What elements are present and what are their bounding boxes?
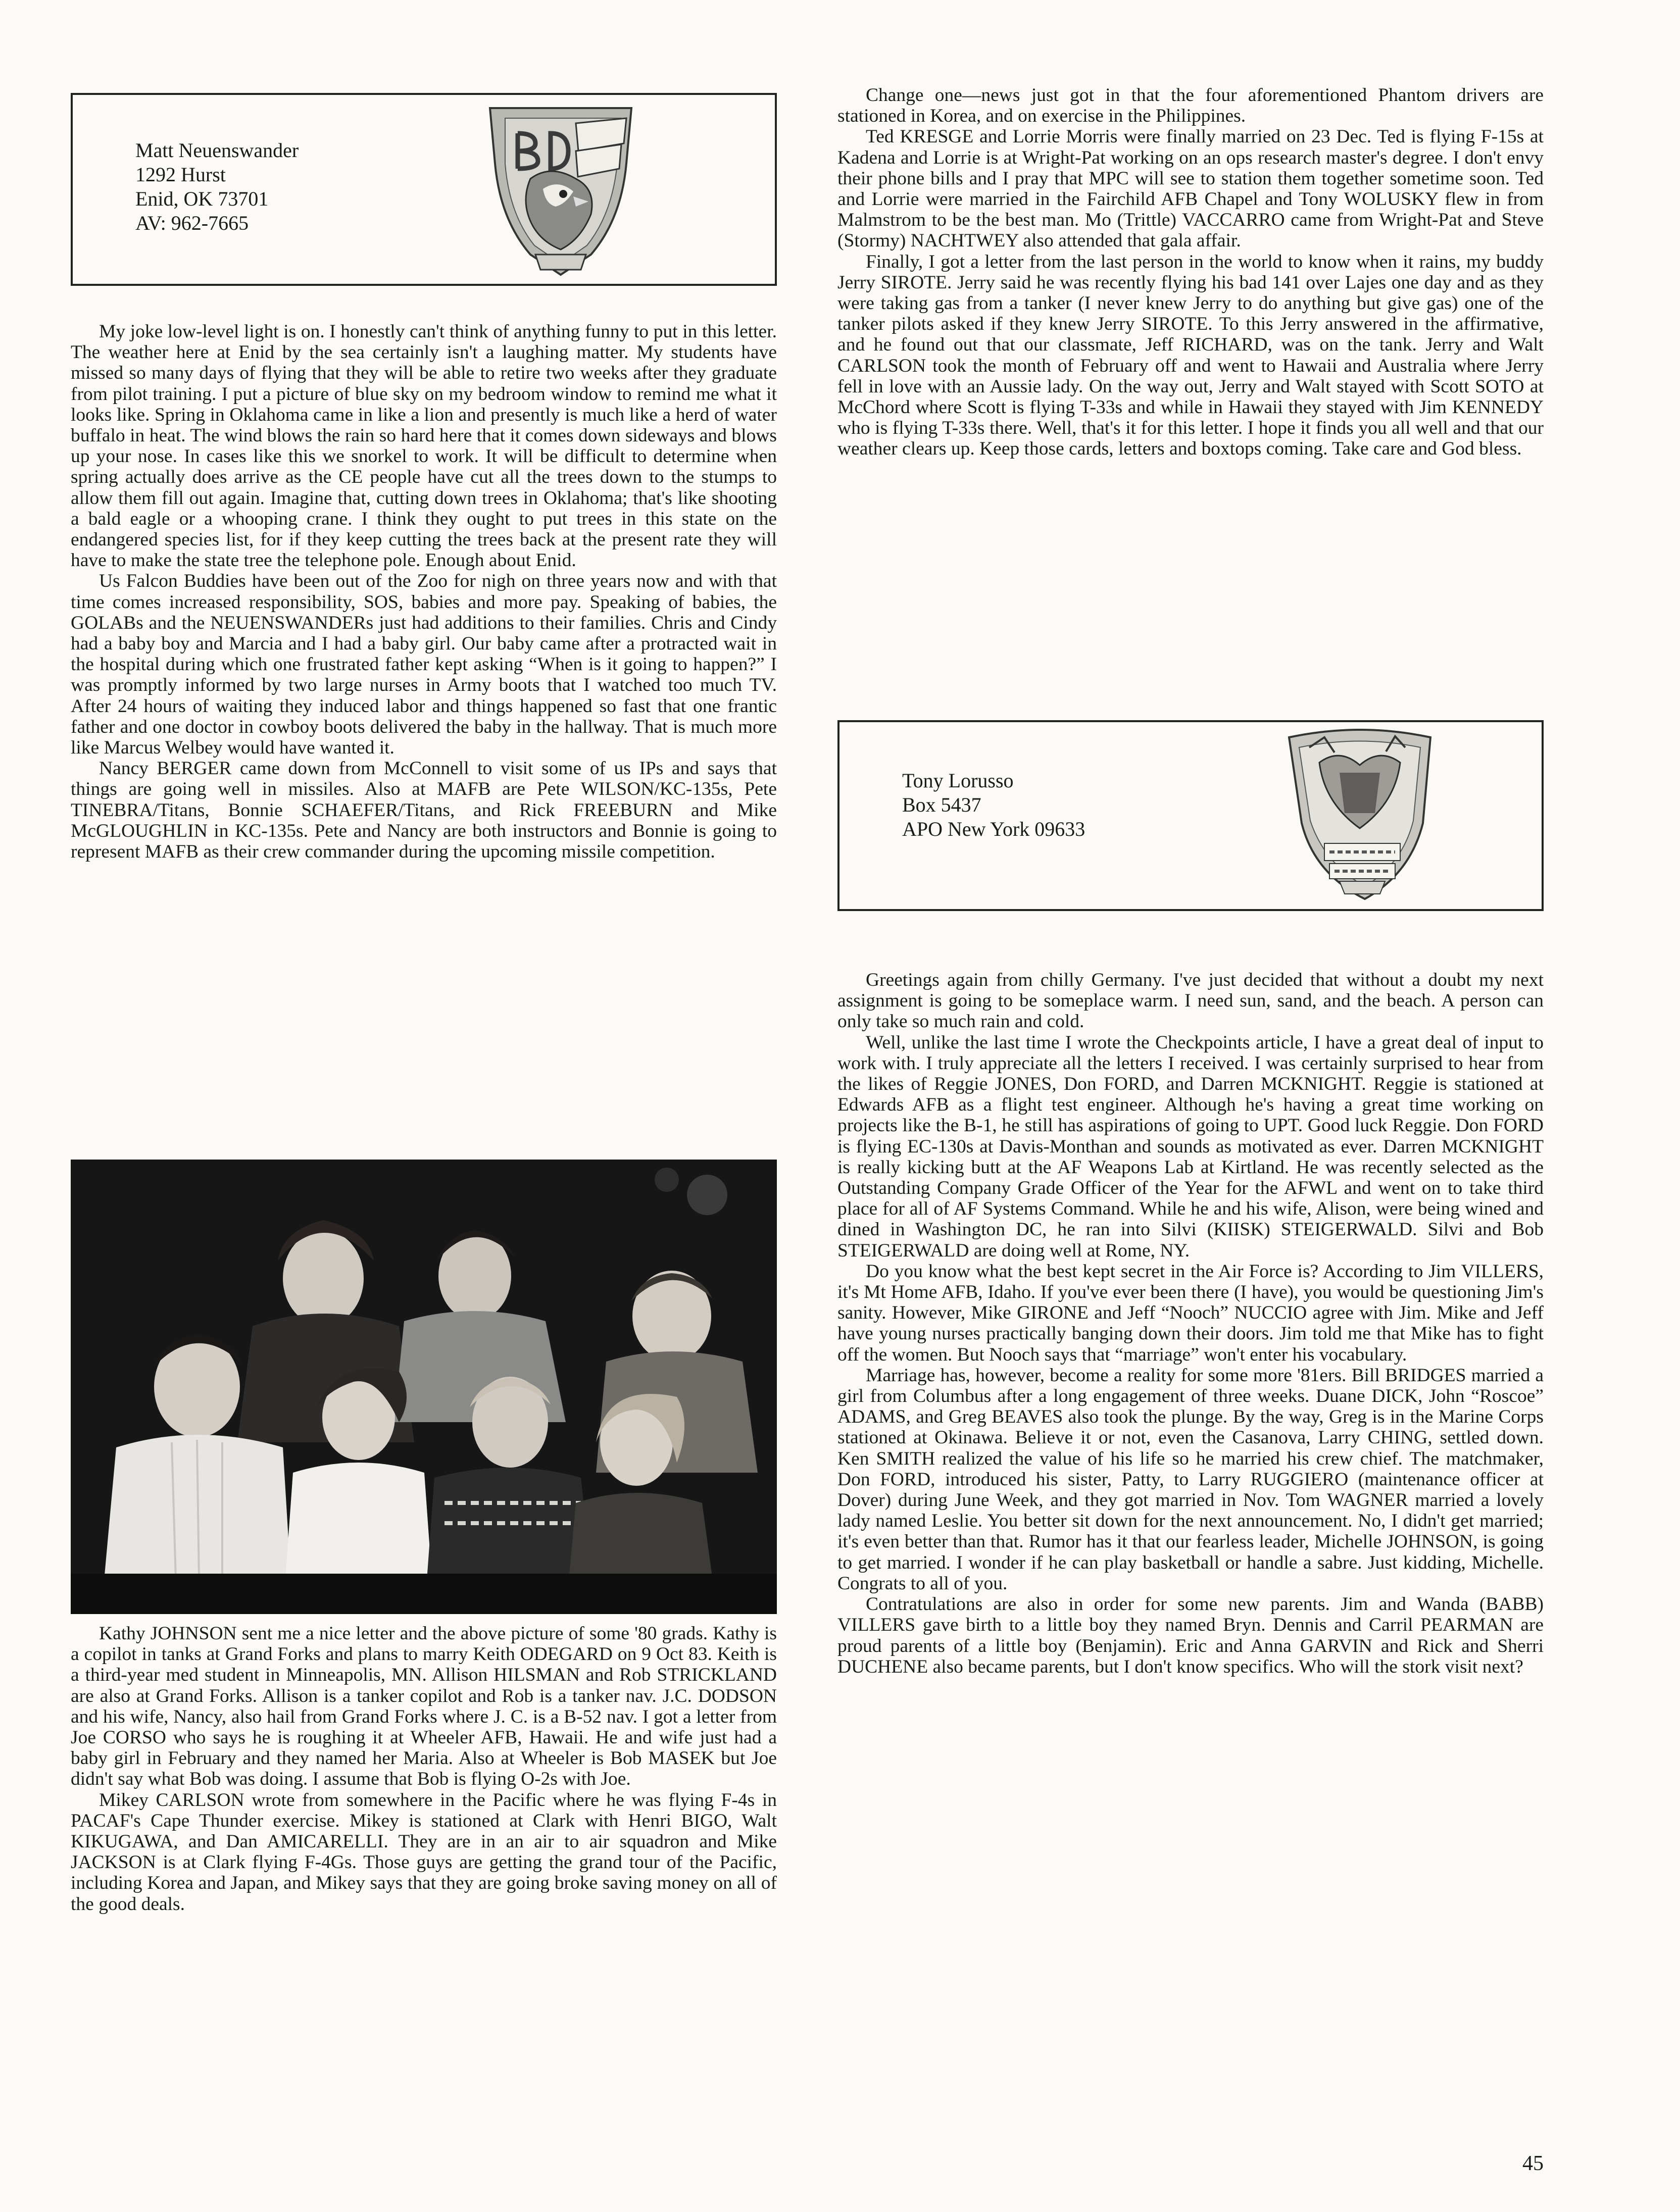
address-box-lorusso (837, 720, 1544, 911)
paragraph: Nancy BERGER came down from McConnell to visit some of us IPs and says that things are going well in missiles. Also at MAFB are Pete WILSON/KC-135s, Pete TINEBRA/Titans, Bonnie SCHAEFER/Titans, and Rick FREEBURN and Mike McGLOUGHLIN in KC-135s. Pete and Nancy are both instructors and Bonnie is going to represent MAFB as their crew commander during the upcoming missile competition. (71, 758, 777, 863)
class-crest-eagle-logo (475, 103, 647, 278)
paragraph: Contratulations are also in order for some new parents. Jim and Wanda (BABB) VILLERS gave birth to a little boy they named Bryn. Dennis and Carril PEARMAN are proud parents of a little boy (Benjamin). Eric and Anna GARVIN and Rick and Sherri DUCHENE also became parents, but I don't know specifics. Who will the stork visit next? (837, 1594, 1544, 1677)
contact-phone: AV: 962-7665 (135, 212, 249, 234)
address-block (902, 769, 1085, 841)
paragraph: Change one—news just got in that the four aforementioned Phantom drivers are stationed in Korea, and on exercise in the Philippines. (837, 85, 1544, 127)
paragraph: Marriage has, however, become a reality for some more '81ers. Bill BRIDGES married a girl from Columbus after a long engagement of three weeks. Duane DICK, John “Roscoe” ADAMS, and Greg BEAVES also took the plunge. By the way, Greg is in the Marine Corps stationed at Okinawa. Believe it or not, even the Casanova, Larry CHING, settled down. Ken SMITH realized the value of his life so he married his crew chief. The matchmaker, Don FORD, introduced his sister, Patty, to Larry RUGGIERO (maintenance officer at Dover) during June Week, and they got married in Nov. Tom WAGNER married a lovely lady named Leslie. You better sit down for the next announcement. No, I didn't get married; it's even better than that. Rumor has it that our fearless leader, Michelle JOHNSON, is going to get married. I wonder if he can play basketball or handle a sabre. Just kidding, Michelle. Congrats to all of you. (837, 1365, 1544, 1594)
paragraph: My joke low-level light is on. I honestly can't think of anything funny to put in this letter. The weather here at Enid by the sea certainly isn't a laughing matter. My students have missed so many days of flying that they will be able to retire two weeks after they graduate from pilot training. I put a picture of blue sky on my bedroom window to remind me what it looks like. Spring in Oklahoma came in like a lion and presently is much like a herd of water buffalo in heat. The wind blows the rain so hard here that it comes down sideways and blows up your nose. In cases like this we snorkel to work. It will be difficult to determine when spring actually does arrive as the CE people have cut all the trees down to the stumps to allow them fill out again. Imagine that, cutting down trees in Oklahoma; that's like shooting a bald eagle or a whooping crane. I think they ought to put trees in this state on the endangered species list, for if they keep cutting the trees back at the present rate they will have to make the state tree the telephone pole. Enough about Enid. (71, 321, 777, 571)
contact-city: Enid, OK 73701 (135, 187, 269, 210)
contact-name: Matt Neuenswander (135, 139, 299, 162)
paragraph: Greetings again from chilly Germany. I've just decided that without a doubt my next assignment is going to be someplace warm. I need sun, sand, and the beach. A person can only take so much rain and cold. (837, 970, 1544, 1032)
paragraph: Us Falcon Buddies have been out of the Zoo for nigh on three years now and with that time comes increased responsibility, SOS, babies and more pay. Speaking of babies, the GOLABs and the NEUENSWANDERs just had additions to their families. Chris and Cindy had a baby boy and Marcia and I had a baby girl. Our baby came after a protracted wait in the hospital during which one frustrated father kept asking “When is it going to happen?” I was promptly informed by two large nurses in Army boots that I watched too much TV. After 24 hours of waiting they induced labor and things happened so fast that one frantic father and one doctor in cowboy boots delivered the baby in the hallway. That is much more like Marcus Welbey would have wanted it. (71, 571, 777, 759)
contact-street: 1292 Hurst (135, 163, 226, 186)
left-article-top (71, 321, 777, 862)
group-photo-80-grads (71, 1160, 777, 1614)
left-article-bottom (71, 1623, 777, 1915)
contact-name: Tony Lorusso (902, 769, 1014, 792)
contact-city: APO New York 09633 (902, 818, 1085, 840)
address-box-neuenswander (71, 93, 777, 286)
class-crest-logo (1279, 727, 1441, 904)
right-article-top (837, 85, 1544, 460)
paragraph: Finally, I got a letter from the last person in the world to know when it rains, my buddy Jerry SIROTE. Jerry said he was recently flying his bad 141 over Lajes one day and as they were taking gas from a tanker (I never knew Jerry to do anything but give gas) one of the tanker pilots asked if they knew Jerry SIROTE. To this Jerry answered in the affirmative, and he found out that our classmate, Jeff RICHARD, was on the tank. Jerry and Walt CARLSON took the month of February off and went to Hawaii and Australia where Jerry fell in love with an Aussie lady. On the way out, Jerry and Walt stayed with Scott SOTO at McChord where Scott is flying T-33s and while in Hawaii they stayed with Jim KENNEDY who is flying T-33s there. Well, that's it for this letter. I hope it finds you all well and that our weather clears up. Keep those cards, letters and boxtops coming. Take care and God bless. (837, 251, 1544, 460)
paragraph: Do you know what the best kept secret in the Air Force is? According to Jim VILLERS, it's Mt Home AFB, Idaho. If you've ever been there (I have), you would be questioning Jim's sanity. However, Mike GIRONE and Jeff “Nooch” NUCCIO agree with Jim. Mike and Jeff have young nurses practically banging down their doors. Jim told me that Mike has to fight off the women. But Nooch says that “marriage” won't enter his vocabulary. (837, 1261, 1544, 1365)
paragraph: Kathy JOHNSON sent me a nice letter and the above picture of some '80 grads. Kathy is a copilot in tanks at Grand Forks and plans to marry Keith ODEGARD on 9 Oct 83. Keith is a third-year med student in Minneapolis, MN. Allison HILSMAN and Rob STRICKLAND are also at Grand Forks. Allison is a tanker copilot and Rob is a tanker nav. J.C. DODSON and his wife, Nancy, also hail from Grand Forks where J. C. is a B-52 nav. I got a letter from Joe CORSO who says he is roughing it at Wheeler AFB, Hawaii. He and wife just had a baby girl in February and they named her Maria. Also at Wheeler is Bob MASEK but Joe didn't say what Bob was doing. I assume that Bob is flying O-2s with Joe. (71, 1623, 777, 1790)
contact-street: Box 5437 (902, 793, 981, 816)
paragraph: Ted KRESGE and Lorrie Morris were finally married on 23 Dec. Ted is flying F-15s at Kadena and Lorrie is at Wright-Pat working on an ops research master's degree. I don't envy their phone bills and I pray that MPC will see to station them together sometime soon. Ted and Lorrie were married in the Fairchild AFB Chapel and Tony WOLUSKY flew in from Malmstrom to be the best man. Mo (Trittle) VACCARRO came from Wright-Pat and Steve (Stormy) NACHTWEY also attended that gala affair. (837, 126, 1544, 252)
paragraph: Well, unlike the last time I wrote the Checkpoints article, I have a great deal of input to work with. I truly appreciate all the letters I received. I was certainly surprised to hear from the likes of Reggie JONES, Don FORD, and Darren MCKNIGHT. Reggie is stationed at Edwards AFB as a flight test engineer. Although he's having a great time working on projects like the B-1, he still has aspirations of going to UPT. Good luck Reggie. Don FORD is flying EC-130s at Davis-Monthan and sounds as motivated as ever. Darren MCKNIGHT is really kicking butt at the AF Weapons Lab at Kirtland. He was recently selected as the Outstanding Company Grade Officer of the Year for the AFWL and went on to take third place for all of AF Systems Command. While he and his wife, Alison, were being wined and dined in Washington DC, he ran into Silvi (KIISK) STEIGERWALD. Silvi and Bob STEIGERWALD are doing well at Rome, NY. (837, 1032, 1544, 1261)
page-number: 45 (1522, 2152, 1544, 2175)
paragraph: Mikey CARLSON wrote from somewhere in the Pacific where he was flying F-4s in PACAF's Cape Thunder exercise. Mikey is stationed at Clark with Henri BIGO, Walt KIKUGAWA, and Dan AMICARELLI. They are in an air to air squadron and Mike JACKSON is at Clark flying F-4Gs. Those guys are getting the grand tour of the Pacific, including Korea and Japan, and Mikey says that they are going broke saving money on all of the good deals. (71, 1789, 777, 1915)
right-article-bottom (837, 970, 1544, 1677)
address-block (135, 138, 299, 235)
group-photo-image (71, 1160, 777, 1614)
